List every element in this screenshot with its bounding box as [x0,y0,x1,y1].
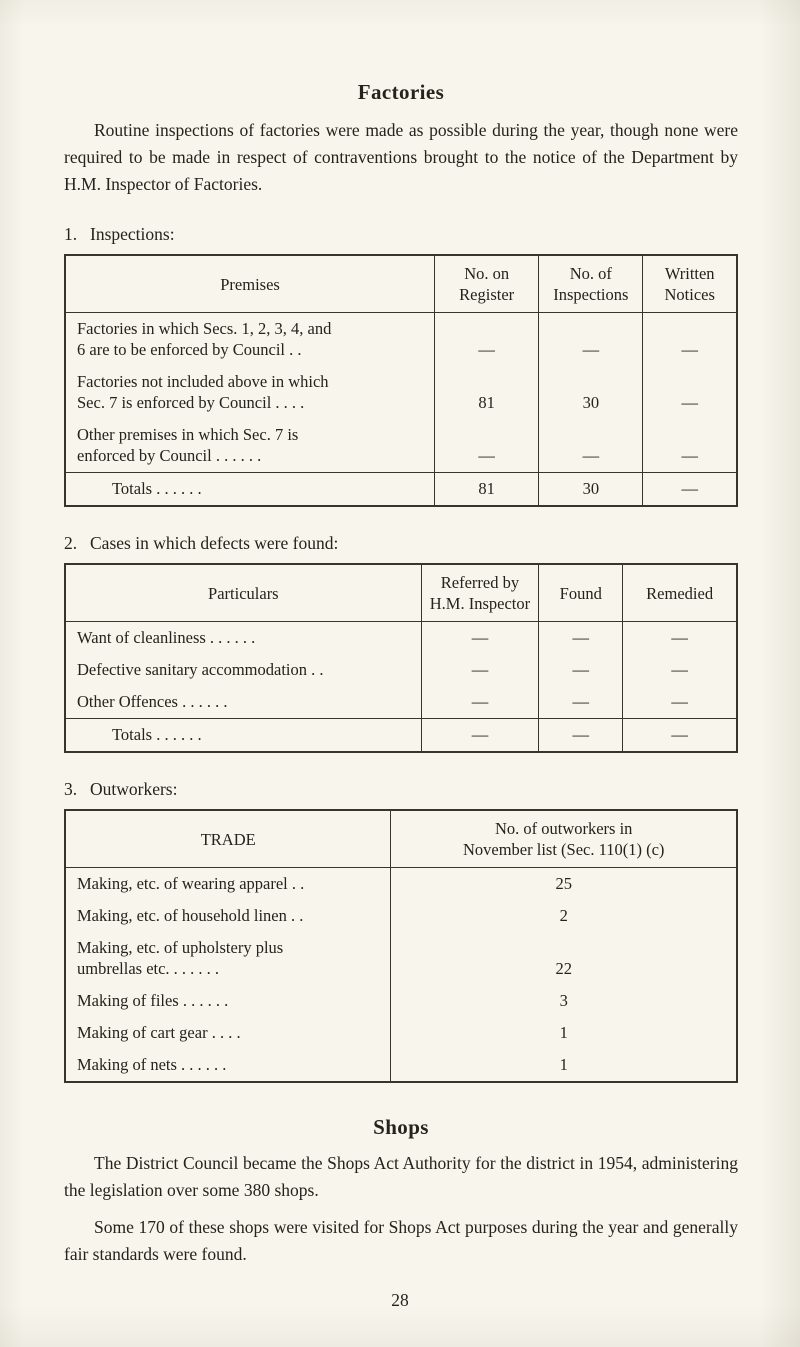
inspections-cell: — [539,313,643,367]
premises-line: enforced by Council . . . . . . [77,446,262,465]
totals-label: Totals . . . . . . [65,719,421,753]
totals-referred-cell: — [421,719,539,753]
column-header-written-notices: Written Notices [643,255,737,313]
totals-row [65,473,737,507]
column-header-particulars: Particulars [65,564,421,622]
found-cell: — [539,622,623,655]
referred-cell: — [421,654,539,686]
section-3-number: 3. [64,779,78,799]
inspections-cell: 30 [539,366,643,419]
register-cell: 81 [435,366,539,419]
column-header-remedied: Remedied [623,564,737,622]
table-row [65,985,737,1017]
column-header-referred: Referred by H.M. Inspector [421,564,539,622]
table-row [65,313,737,367]
shops-paragraph-2: Some 170 of these shops were visited for Shops Act purposes during the year and generally fair standards were found. [64,1217,738,1264]
premises-line: Factories in which Secs. 1, 2, 3, 4, and [77,319,332,338]
section-2-heading [64,533,738,554]
outworker-count-cell: 2 [391,900,737,932]
premises-line: Factories not included above in which [77,372,329,391]
section-3-title: Outworkers: [90,779,178,799]
outworker-count-cell: 3 [391,985,737,1017]
table-row [65,932,737,985]
premises-line: 6 are to be enforced by Council . . [77,340,302,359]
section-2-number: 2. [64,533,78,553]
remedied-cell: — [623,686,737,719]
section-1-number: 1. [64,224,78,244]
column-header-premises: Premises [65,255,435,313]
outworker-count-cell: 1 [391,1049,737,1082]
premises-line: Other premises in which Sec. 7 is [77,425,299,444]
particulars-cell: Other Offences . . . . . . [65,686,421,719]
table-row [65,1049,737,1082]
totals-notices-cell: — [643,473,737,507]
table-row [65,1017,737,1049]
column-header-register: No. on Register [435,255,539,313]
trade-line: Making, etc. of upholstery plus [77,938,284,957]
particulars-cell: Want of cleanliness . . . . . . [65,622,421,655]
trade-cell: Making of files . . . . . . [65,985,391,1017]
defects-table [64,563,738,753]
table-row [65,686,737,719]
inspections-cell: — [539,419,643,473]
factories-intro-paragraph: Routine inspections of factories were made as possible during the year, though none were required to be made in respect of contraventions brought to the notice of the Department by H.M. Inspector of Factories. [64,120,738,194]
register-cell: — [435,419,539,473]
inspections-header-row [65,255,737,313]
referred-cell: — [421,622,539,655]
outworker-count-cell: 1 [391,1017,737,1049]
page-number: 28 [391,1290,409,1310]
premises-cell [65,366,435,419]
section-3-heading [64,779,738,800]
trade-cell [65,932,391,985]
found-cell: — [539,654,623,686]
remedied-cell: — [623,622,737,655]
shops-paragraph-1: The District Council became the Shops Act Authority for the district in 1954, administering the legislation over some 380 shops. [64,1153,738,1200]
notices-cell: — [643,419,737,473]
table-row [65,366,737,419]
shops-heading: Shops [373,1115,429,1139]
column-header-trade: TRADE [65,810,391,868]
trade-cell: Making, etc. of household linen . . [65,900,391,932]
referred-cell: — [421,686,539,719]
outworkers-header-row [65,810,737,868]
trade-cell: Making, etc. of wearing apparel . . [65,868,391,901]
totals-inspections-cell: 30 [539,473,643,507]
trade-line: umbrellas etc. . . . . . . [77,959,220,978]
particulars-cell: Defective sanitary accommodation . . [65,654,421,686]
trade-cell: Making of nets . . . . . . [65,1049,391,1082]
premises-line: Sec. 7 is enforced by Council . . . . [77,393,305,412]
totals-register-cell: 81 [435,473,539,507]
outworker-count-cell: 22 [391,932,737,985]
section-2-title: Cases in which defects were found: [90,533,339,553]
remedied-cell: — [623,654,737,686]
table-row [65,868,737,901]
table-row [65,900,737,932]
notices-cell: — [643,313,737,367]
column-header-found: Found [539,564,623,622]
found-cell: — [539,686,623,719]
outworker-count-cell: 25 [391,868,737,901]
totals-remedied-cell: — [623,719,737,753]
table-row [65,654,737,686]
totals-found-cell: — [539,719,623,753]
totals-label: Totals . . . . . . [65,473,435,507]
section-1-title: Inspections: [90,224,175,244]
premises-cell [65,419,435,473]
defects-header-row [65,564,737,622]
inspections-table [64,254,738,507]
outworker-count-header-line: No. of outworkers in [494,819,633,838]
register-cell: — [435,313,539,367]
outworker-count-header-line: November list (Sec. 110(1) (c) [462,840,665,859]
table-row [65,419,737,473]
trade-cell: Making of cart gear . . . . [65,1017,391,1049]
outworkers-table [64,809,738,1083]
factories-heading: Factories [357,80,445,104]
column-header-outworker-count [391,810,737,868]
column-header-inspections: No. of Inspections [539,255,643,313]
table-row [65,622,737,655]
section-1-heading [64,224,738,245]
totals-row [65,719,737,753]
notices-cell: — [643,366,737,419]
premises-cell [65,313,435,367]
